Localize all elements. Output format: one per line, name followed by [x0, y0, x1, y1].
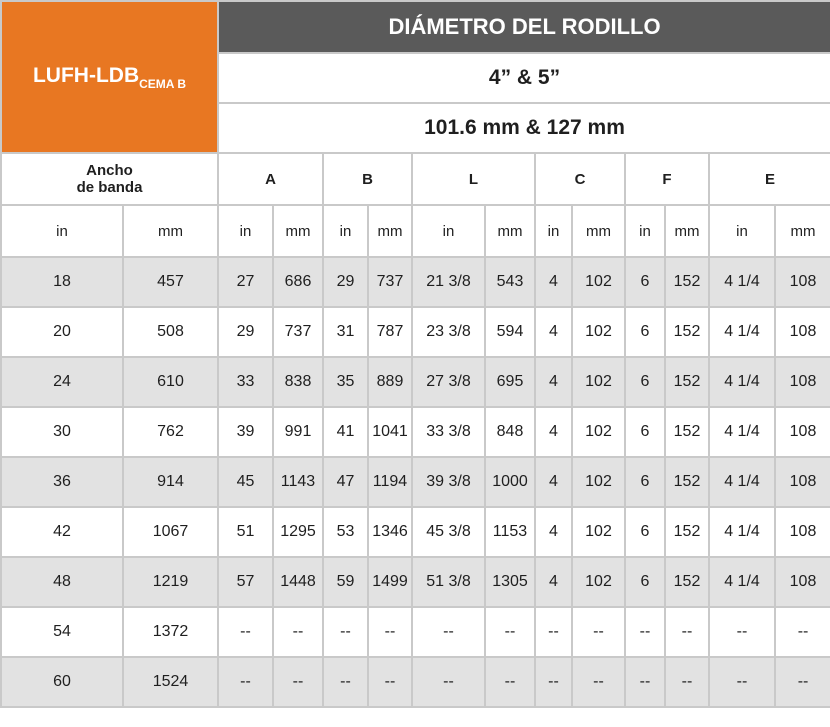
unit-cell: mm	[368, 205, 412, 257]
roller-diameter-mm: 101.6 mm & 127 mm	[218, 103, 830, 153]
table-cell: 838	[273, 357, 323, 407]
table-row	[1, 507, 830, 557]
table-row	[1, 657, 830, 707]
unit-cell: in	[535, 205, 572, 257]
unit-cell: in	[323, 205, 368, 257]
table-cell: --	[485, 607, 535, 657]
table-cell: 4	[535, 307, 572, 357]
table-cell: 737	[368, 257, 412, 307]
table-cell: 51	[218, 507, 273, 557]
unit-cell: mm	[665, 205, 709, 257]
table-cell: 4 1/4	[709, 307, 775, 357]
col-header-b: B	[323, 153, 412, 205]
table-cell: 4 1/4	[709, 457, 775, 507]
table-cell: 787	[368, 307, 412, 357]
table-cell: 102	[572, 507, 625, 557]
table-cell: 4 1/4	[709, 557, 775, 607]
col-header-belt-width	[1, 153, 218, 205]
unit-cell: in	[218, 205, 273, 257]
table-cell: --	[625, 657, 665, 707]
table-cell: 35	[323, 357, 368, 407]
table-cell: 695	[485, 357, 535, 407]
column-header-row	[1, 153, 830, 205]
table-cell: --	[665, 607, 709, 657]
table-cell: --	[535, 607, 572, 657]
table-cell: 102	[572, 407, 625, 457]
table-cell: 152	[665, 407, 709, 457]
unit-cell: mm	[775, 205, 830, 257]
table-cell: --	[273, 657, 323, 707]
table-cell: 24	[1, 357, 123, 407]
table-cell: 108	[775, 407, 830, 457]
col-header-c: C	[535, 153, 625, 205]
table-cell: 108	[775, 257, 830, 307]
data-rows	[1, 257, 830, 707]
table-cell: 1143	[273, 457, 323, 507]
table-cell: 59	[323, 557, 368, 607]
table-cell: 152	[665, 307, 709, 357]
model-name: LUFH-LDB	[32, 63, 140, 87]
table-cell: 6	[625, 257, 665, 307]
table-cell: 108	[775, 357, 830, 407]
table-cell: 39	[218, 407, 273, 457]
table-row	[1, 257, 830, 307]
table-cell: 1000	[485, 457, 535, 507]
table-cell: 60	[1, 657, 123, 707]
unit-cell: mm	[123, 205, 218, 257]
table-cell: 1305	[485, 557, 535, 607]
roller-diameter-title: DIÁMETRO DEL RODILLO	[218, 1, 830, 53]
table-cell: 23 3/8	[412, 307, 485, 357]
table-cell: 1041	[368, 407, 412, 457]
table-cell: --	[323, 607, 368, 657]
table-row	[1, 607, 830, 657]
table-cell: 991	[273, 407, 323, 457]
table-cell: --	[323, 657, 368, 707]
table-cell: 152	[665, 457, 709, 507]
table-row	[1, 457, 830, 507]
table-cell: 27	[218, 257, 273, 307]
table-cell: 108	[775, 307, 830, 357]
table-cell: 889	[368, 357, 412, 407]
col-header-f: F	[625, 153, 709, 205]
table-cell: --	[368, 657, 412, 707]
table-cell: 42	[1, 507, 123, 557]
table-cell: 45	[218, 457, 273, 507]
table-cell: --	[665, 657, 709, 707]
table-cell: 53	[323, 507, 368, 557]
table-cell: 152	[665, 357, 709, 407]
table-cell: 102	[572, 257, 625, 307]
table-cell: 152	[665, 557, 709, 607]
table-cell: 4 1/4	[709, 257, 775, 307]
table-cell: --	[709, 657, 775, 707]
table-cell: 1524	[123, 657, 218, 707]
table-cell: 108	[775, 507, 830, 557]
table-cell: 762	[123, 407, 218, 457]
table-cell: --	[412, 657, 485, 707]
unit-cell: in	[1, 205, 123, 257]
model-subscript: CEMA B	[139, 76, 187, 91]
unit-cell: in	[625, 205, 665, 257]
belt-width-label-line1: Ancho	[86, 162, 133, 179]
table-cell: 1194	[368, 457, 412, 507]
table-cell: 594	[485, 307, 535, 357]
table-cell: 4	[535, 557, 572, 607]
table-cell: 152	[665, 507, 709, 557]
table-cell: 51 3/8	[412, 557, 485, 607]
table-cell: 48	[1, 557, 123, 607]
table-cell: --	[273, 607, 323, 657]
table-cell: 20	[1, 307, 123, 357]
table-row	[1, 307, 830, 357]
table-cell: 610	[123, 357, 218, 407]
table-cell: 45 3/8	[412, 507, 485, 557]
table-cell: 4	[535, 257, 572, 307]
table-cell: 457	[123, 257, 218, 307]
table-cell: 1372	[123, 607, 218, 657]
table-cell: 102	[572, 307, 625, 357]
table-cell: 737	[273, 307, 323, 357]
table-cell: 1499	[368, 557, 412, 607]
table-cell: 41	[323, 407, 368, 457]
table-cell: 18	[1, 257, 123, 307]
roller-diameter-inches: 4” & 5”	[218, 53, 830, 103]
table-cell: 152	[665, 257, 709, 307]
table-cell: --	[218, 607, 273, 657]
table-row	[1, 557, 830, 607]
table-cell: --	[572, 657, 625, 707]
table-cell: 29	[323, 257, 368, 307]
table-cell: 36	[1, 457, 123, 507]
table-cell: 1067	[123, 507, 218, 557]
table-cell: --	[485, 657, 535, 707]
table-cell: 57	[218, 557, 273, 607]
table-cell: 4	[535, 407, 572, 457]
table-cell: 54	[1, 607, 123, 657]
unit-row	[1, 205, 830, 257]
table-cell: 6	[625, 357, 665, 407]
table-cell: 27 3/8	[412, 357, 485, 407]
table-row	[1, 407, 830, 457]
table-cell: 6	[625, 507, 665, 557]
belt-width-label-line2: de banda	[76, 179, 143, 196]
col-header-e: E	[709, 153, 830, 205]
table-cell: --	[218, 657, 273, 707]
table-cell: 6	[625, 557, 665, 607]
table-cell: 4	[535, 357, 572, 407]
col-header-l: L	[412, 153, 535, 205]
unit-cell: in	[709, 205, 775, 257]
table-cell: 4	[535, 507, 572, 557]
table-cell: 30	[1, 407, 123, 457]
table-cell: 6	[625, 407, 665, 457]
table-cell: 1219	[123, 557, 218, 607]
table-cell: --	[775, 657, 830, 707]
table-cell: 6	[625, 307, 665, 357]
table-cell: 33	[218, 357, 273, 407]
table-cell: --	[572, 607, 625, 657]
table-cell: 4 1/4	[709, 507, 775, 557]
table-cell: 29	[218, 307, 273, 357]
unit-cell: mm	[572, 205, 625, 257]
col-header-a: A	[218, 153, 323, 205]
unit-cell: mm	[485, 205, 535, 257]
table-cell: --	[535, 657, 572, 707]
table-cell: 4 1/4	[709, 357, 775, 407]
table-cell: 848	[485, 407, 535, 457]
table-cell: 102	[572, 557, 625, 607]
table-cell: 21 3/8	[412, 257, 485, 307]
table-cell: --	[775, 607, 830, 657]
table-cell: 543	[485, 257, 535, 307]
table-cell: 102	[572, 357, 625, 407]
table-cell: 914	[123, 457, 218, 507]
table-cell: 1448	[273, 557, 323, 607]
table-cell: 1153	[485, 507, 535, 557]
unit-cell: in	[412, 205, 485, 257]
table-cell: 102	[572, 457, 625, 507]
table-row	[1, 357, 830, 407]
table-cell: 4 1/4	[709, 407, 775, 457]
table-cell: 4	[535, 457, 572, 507]
table-cell: 108	[775, 557, 830, 607]
table-cell: 1346	[368, 507, 412, 557]
table-cell: 39 3/8	[412, 457, 485, 507]
table-cell: 33 3/8	[412, 407, 485, 457]
table-cell: --	[412, 607, 485, 657]
table-cell: 6	[625, 457, 665, 507]
table-cell: 508	[123, 307, 218, 357]
table-cell: 1295	[273, 507, 323, 557]
table-cell: 686	[273, 257, 323, 307]
unit-cell: mm	[273, 205, 323, 257]
table-cell: 108	[775, 457, 830, 507]
table-cell: --	[368, 607, 412, 657]
table-cell: 47	[323, 457, 368, 507]
table-cell: --	[709, 607, 775, 657]
table-cell: 31	[323, 307, 368, 357]
model-cell	[1, 1, 218, 153]
table-cell: --	[625, 607, 665, 657]
